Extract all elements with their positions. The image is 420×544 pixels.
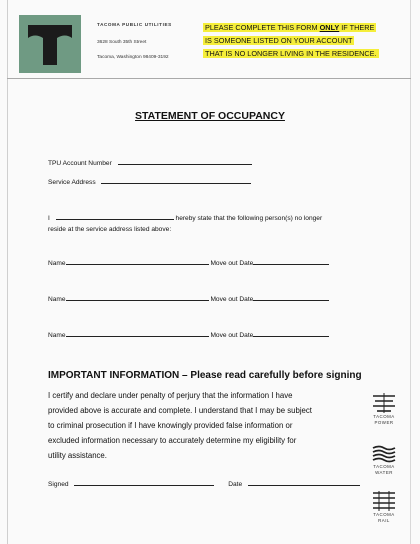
name-label: Name — [48, 296, 66, 303]
occupant-name-field-3[interactable] — [66, 330, 209, 337]
water-label-2: WATER — [375, 469, 393, 475]
service-address-label: Service Address — [48, 179, 96, 186]
left-margin-line — [7, 0, 8, 544]
occupant-row-1 — [48, 258, 329, 267]
signature-field[interactable] — [74, 479, 214, 486]
statement-row-2 — [48, 226, 171, 233]
tacoma-power-brand — [362, 392, 406, 425]
form-title: STATEMENT OF OCCUPANCY — [135, 110, 285, 122]
power-tower-icon — [371, 392, 397, 414]
certification-line-2: provided above is accurate and complete. I understand that I may be subject — [48, 406, 312, 415]
header-divider — [7, 78, 411, 79]
certification-line-1: I certify and declare under penalty of perjury that the information I have — [48, 391, 293, 400]
account-number-row — [48, 158, 252, 167]
certification-line-5: utility assistance. — [48, 451, 107, 460]
date-label: Date — [228, 481, 243, 488]
certification-line-4: excluded information necessary to accurately determine my eligibility for — [48, 436, 297, 445]
power-label-1: TACOMA — [373, 414, 395, 419]
occupant-name-field-1[interactable] — [66, 258, 209, 265]
statement-text-2: reside at the service address listed above: — [48, 226, 172, 233]
declarant-name-field[interactable] — [56, 213, 174, 220]
account-number-label: TPU Account Number — [48, 160, 112, 167]
signed-label: Signed — [48, 481, 69, 488]
moveout-label: Move out Date — [210, 332, 254, 339]
signature-date-field[interactable] — [248, 479, 360, 486]
notice-line1-suffix: IF THERE — [339, 23, 375, 32]
address-line-2: Tacoma, Washington 98409-3192 — [97, 55, 169, 60]
moveout-label: Move out Date — [210, 260, 254, 267]
moveout-date-field-3[interactable] — [253, 330, 329, 337]
statement-row — [48, 213, 322, 222]
certification-line-3: to criminal prosecution if I have knowingly provided false information or — [48, 421, 293, 430]
service-address-row — [48, 177, 251, 186]
certification-paragraph — [48, 388, 363, 463]
tacoma-rail-brand — [362, 490, 406, 523]
notice-line2: IS SOMEONE LISTED ON YOUR ACCOUNT — [205, 36, 353, 45]
rail-label-1: TACOMA — [373, 512, 395, 517]
moveout-label: Move out Date — [210, 296, 254, 303]
statement-text: hereby state that the following person(s) no longer — [175, 215, 323, 222]
notice-emphasis: ONLY — [319, 23, 340, 32]
occupant-name-field-2[interactable] — [66, 294, 209, 301]
moveout-date-field-2[interactable] — [253, 294, 329, 301]
notice-line1-prefix: PLEASE COMPLETE THIS FORM — [205, 23, 320, 32]
address-line-1: 3628 South 35th Street — [97, 40, 147, 45]
notice-line3: THAT IS NO LONGER LIVING IN THE RESIDENCE. — [205, 49, 377, 58]
signature-row — [48, 479, 360, 488]
important-heading: IMPORTANT INFORMATION – Please read carefully before signing — [48, 370, 362, 381]
water-label-1: TACOMA — [373, 464, 395, 469]
moveout-date-field-1[interactable] — [253, 258, 329, 265]
name-label: Name — [48, 260, 66, 267]
org-name: TACOMA PUBLIC UTILITIES — [97, 22, 172, 27]
rail-tracks-icon — [371, 490, 397, 512]
tacoma-water-brand — [362, 444, 406, 475]
tpu-logo — [19, 15, 81, 73]
name-label: Name — [48, 332, 66, 339]
rail-label-2: RAIL — [378, 517, 390, 523]
occupant-row-3 — [48, 330, 329, 339]
instruction-notice — [203, 21, 383, 60]
service-address-field[interactable] — [101, 177, 251, 184]
water-waves-icon — [371, 444, 397, 464]
power-label-2: POWER — [374, 419, 394, 425]
statement-prefix: I — [48, 215, 50, 222]
right-margin-line — [410, 0, 411, 544]
t-letter-icon — [19, 15, 81, 73]
occupant-row-2 — [48, 294, 329, 303]
account-number-field[interactable] — [118, 158, 252, 165]
